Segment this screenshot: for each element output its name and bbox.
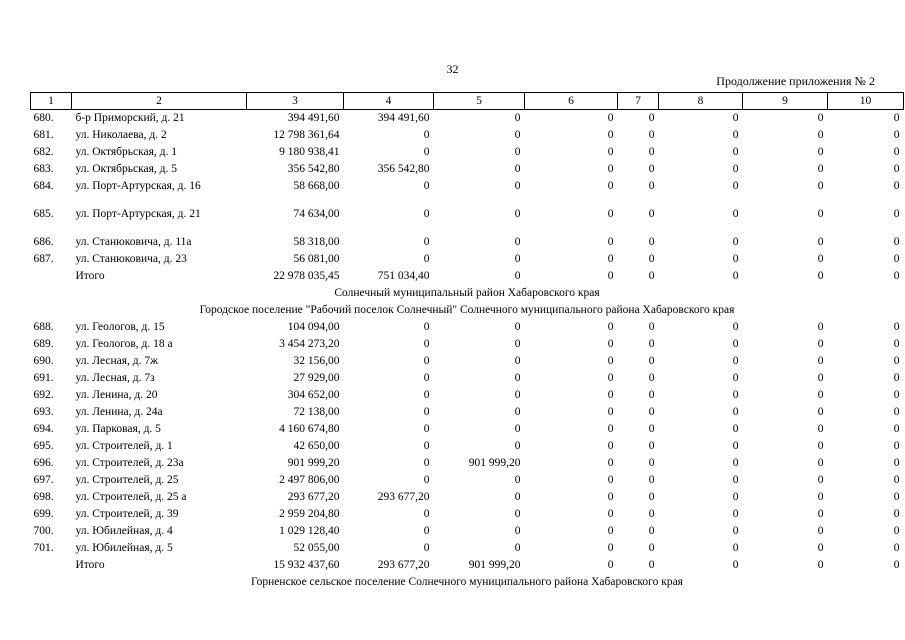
value-cell: 0 (423, 129, 430, 141)
address-cell: ул. Парковая, д. 5 (75, 423, 161, 435)
value-cell: 0 (732, 208, 739, 220)
value-cell: 0 (423, 180, 430, 192)
value-cell: 0 (648, 542, 655, 554)
value-cell: 0 (514, 321, 521, 333)
value-cell: 0 (514, 474, 521, 486)
value-cell: 0 (817, 270, 824, 282)
value-cell: 0 (607, 180, 614, 192)
table-row (31, 406, 904, 423)
table-row (31, 440, 904, 457)
value-cell: 0 (732, 180, 739, 192)
value-cell: 0 (423, 372, 430, 384)
budget-table (30, 92, 904, 593)
value-cell: 0 (514, 270, 521, 282)
value-cell: 0 (607, 525, 614, 537)
value-cell: 0 (732, 423, 739, 435)
value-cell: 0 (732, 508, 739, 520)
value-cell: 0 (893, 180, 900, 192)
value-cell: 0 (514, 146, 521, 158)
value-cell: 0 (817, 180, 824, 192)
value-cell: 0 (732, 457, 739, 469)
value-cell: 0 (893, 508, 900, 520)
section-heading-row (31, 287, 904, 304)
row-number: 696. (33, 457, 54, 469)
value-cell: 58 318,00 (293, 236, 340, 248)
value-cell: 0 (514, 180, 521, 192)
address-cell: ул. Станюковича, д. 11а (75, 236, 192, 248)
value-cell: 0 (514, 406, 521, 418)
row-number: 686. (33, 236, 54, 248)
column-header: 1 (31, 93, 72, 110)
value-cell: 0 (817, 440, 824, 452)
value-cell: 3 454 273,20 (279, 338, 340, 350)
value-cell: 293 677,20 (287, 491, 340, 503)
row-number (31, 270, 72, 287)
value-cell: 0 (817, 236, 824, 248)
table-row (31, 423, 904, 440)
value-cell: 0 (607, 338, 614, 350)
value-cell: 0 (423, 440, 430, 452)
value-cell: 52 055,00 (293, 542, 340, 554)
value-cell: 0 (423, 474, 430, 486)
row-number: 684. (33, 180, 54, 192)
value-cell: 2 959 204,80 (279, 508, 340, 520)
value-cell: 0 (648, 457, 655, 469)
value-cell: 0 (817, 253, 824, 265)
value-cell: 0 (423, 542, 430, 554)
value-cell: 0 (607, 491, 614, 503)
row-number: 693. (33, 406, 54, 418)
table-row (31, 389, 904, 406)
column-header: 4 (344, 93, 434, 110)
value-cell: 9 180 938,41 (279, 146, 340, 158)
value-cell: 0 (648, 525, 655, 537)
address-cell: ул. Станюковича, д. 23 (75, 253, 187, 265)
section-heading-row (31, 304, 904, 321)
total-row (31, 559, 904, 576)
value-cell: 0 (607, 146, 614, 158)
value-cell: 0 (514, 389, 521, 401)
value-cell: 0 (648, 423, 655, 435)
value-cell: 0 (648, 129, 655, 141)
value-cell: 0 (514, 163, 521, 175)
value-cell: 0 (817, 129, 824, 141)
value-cell: 0 (817, 355, 824, 367)
value-cell: 0 (732, 389, 739, 401)
address-cell: ул. Строителей, д. 1 (75, 440, 173, 452)
value-cell: 0 (514, 491, 521, 503)
value-cell: 0 (607, 559, 614, 571)
row-number: 681. (33, 129, 54, 141)
value-cell: 0 (817, 559, 824, 571)
value-cell: 0 (817, 474, 824, 486)
column-header: 7 (618, 93, 659, 110)
value-cell: 0 (817, 372, 824, 384)
value-cell: 0 (648, 508, 655, 520)
table-row (31, 321, 904, 338)
table-row (31, 457, 904, 474)
value-cell: 0 (607, 208, 614, 220)
table-row (31, 253, 904, 270)
value-cell: 0 (893, 440, 900, 452)
value-cell: 0 (648, 338, 655, 350)
address-cell: ул. Юбилейная, д. 4 (75, 525, 173, 537)
value-cell: 0 (514, 236, 521, 248)
value-cell: 0 (607, 440, 614, 452)
value-cell: 0 (732, 525, 739, 537)
value-cell: 293 677,20 (377, 559, 430, 571)
value-cell: 0 (732, 338, 739, 350)
value-cell: 0 (893, 321, 900, 333)
address-cell: ул. Геологов, д. 18 а (75, 338, 173, 350)
value-cell: 0 (514, 372, 521, 384)
value-cell: 0 (893, 129, 900, 141)
value-cell: 0 (732, 406, 739, 418)
value-cell: 0 (648, 208, 655, 220)
value-cell: 0 (514, 338, 521, 350)
value-cell: 0 (423, 508, 430, 520)
value-cell: 0 (423, 321, 430, 333)
row-number: 691. (33, 372, 54, 384)
table-row (31, 338, 904, 355)
value-cell: 356 542,80 (287, 163, 340, 175)
table-row (31, 372, 904, 389)
value-cell: 58 668,00 (293, 180, 340, 192)
value-cell: 0 (732, 321, 739, 333)
value-cell: 0 (893, 491, 900, 503)
value-cell: 0 (893, 423, 900, 435)
row-number: 692. (33, 389, 54, 401)
value-cell: 0 (423, 208, 430, 220)
value-cell: 56 081,00 (293, 253, 340, 265)
value-cell: 4 160 674,80 (279, 423, 340, 435)
value-cell: 0 (817, 338, 824, 350)
value-cell: 0 (607, 423, 614, 435)
address-cell: ул. Октябрьская, д. 5 (75, 163, 177, 175)
row-number: 698. (33, 491, 54, 503)
value-cell: 0 (514, 253, 521, 265)
value-cell: 0 (817, 112, 824, 124)
address-cell: ул. Ленина, д. 20 (75, 389, 158, 401)
value-cell: 0 (893, 208, 900, 220)
value-cell: 293 677,20 (377, 491, 430, 503)
address-cell: ул. Строителей, д. 25 (75, 474, 179, 486)
value-cell: 0 (732, 270, 739, 282)
value-cell: 0 (648, 355, 655, 367)
value-cell: 0 (648, 163, 655, 175)
table-row (31, 508, 904, 525)
total-row (31, 270, 904, 287)
row-number: 685. (33, 208, 54, 220)
value-cell: 0 (514, 129, 521, 141)
row-number: 699. (33, 508, 54, 520)
address-cell: ул. Строителей, д. 23а (75, 457, 184, 469)
value-cell: 0 (607, 129, 614, 141)
address-cell: б-р Приморский, д. 21 (75, 112, 185, 124)
value-cell: 0 (817, 146, 824, 158)
value-cell: 901 999,20 (468, 559, 521, 571)
value-cell: 0 (732, 236, 739, 248)
table-row (31, 491, 904, 508)
row-number: 697. (33, 474, 54, 486)
value-cell: 394 491,60 (377, 112, 430, 124)
value-cell: 0 (817, 208, 824, 220)
value-cell: 0 (648, 146, 655, 158)
page-number: 32 (446, 62, 459, 76)
value-cell: 0 (648, 112, 655, 124)
value-cell: 1 029 128,40 (279, 525, 340, 537)
value-cell: 0 (817, 508, 824, 520)
value-cell: 0 (514, 542, 521, 554)
value-cell: 901 999,20 (468, 457, 521, 469)
table-row (31, 129, 904, 146)
value-cell: 0 (817, 406, 824, 418)
row-number: 700. (33, 525, 54, 537)
value-cell: 751 034,40 (377, 270, 430, 282)
table-row (31, 236, 904, 253)
section-heading: Горненское сельское поселение Солнечного муниципального района Хабаровского края (251, 576, 683, 588)
value-cell: 0 (732, 129, 739, 141)
value-cell: 304 652,00 (287, 389, 340, 401)
value-cell: 0 (514, 423, 521, 435)
header-row (31, 93, 904, 110)
value-cell: 0 (607, 372, 614, 384)
value-cell: 0 (423, 253, 430, 265)
value-cell: 0 (893, 406, 900, 418)
table-row (31, 110, 904, 130)
value-cell: 0 (817, 163, 824, 175)
value-cell: 0 (423, 236, 430, 248)
value-cell: 0 (423, 146, 430, 158)
value-cell: 0 (817, 525, 824, 537)
value-cell: 0 (817, 542, 824, 554)
value-cell: 0 (817, 321, 824, 333)
column-header: 5 (434, 93, 525, 110)
row-number (31, 559, 72, 576)
value-cell: 0 (893, 372, 900, 384)
value-cell: 0 (648, 270, 655, 282)
value-cell: 0 (732, 112, 739, 124)
value-cell: 0 (648, 491, 655, 503)
value-cell: 32 156,00 (293, 355, 340, 367)
value-cell: 72 138,00 (293, 406, 340, 418)
table-row (31, 542, 904, 559)
column-header: 10 (828, 93, 904, 110)
value-cell: 0 (607, 321, 614, 333)
value-cell: 0 (732, 355, 739, 367)
value-cell: 0 (732, 542, 739, 554)
value-cell: 22 978 035,45 (273, 270, 340, 282)
value-cell: 0 (817, 491, 824, 503)
value-cell: 2 497 806,00 (279, 474, 340, 486)
table-row (31, 146, 904, 163)
value-cell: 15 932 437,60 (273, 559, 340, 571)
value-cell: 0 (423, 423, 430, 435)
value-cell: 0 (607, 508, 614, 520)
table-body (31, 110, 904, 594)
value-cell: 394 491,60 (287, 112, 340, 124)
value-cell: 356 542,80 (377, 163, 430, 175)
section-heading-row (31, 576, 904, 593)
value-cell: 0 (648, 236, 655, 248)
value-cell: 0 (732, 440, 739, 452)
value-cell: 0 (732, 474, 739, 486)
address-cell: Итого (75, 270, 105, 282)
value-cell: 0 (423, 525, 430, 537)
value-cell: 104 094,00 (287, 321, 340, 333)
value-cell: 0 (893, 146, 900, 158)
row-number: 690. (33, 355, 54, 367)
value-cell: 0 (648, 321, 655, 333)
table-row (31, 525, 904, 542)
value-cell: 0 (514, 440, 521, 452)
value-cell: 0 (607, 542, 614, 554)
table-row (31, 163, 904, 180)
address-cell: ул. Строителей, д. 25 а (75, 491, 187, 503)
value-cell: 0 (607, 253, 614, 265)
row-number: 694. (33, 423, 54, 435)
value-cell: 0 (893, 474, 900, 486)
value-cell: 0 (423, 355, 430, 367)
value-cell: 0 (607, 112, 614, 124)
table-row (31, 355, 904, 372)
value-cell: 0 (648, 389, 655, 401)
address-cell: ул. Геологов, д. 15 (75, 321, 165, 333)
value-cell: 0 (648, 372, 655, 384)
value-cell: 0 (732, 146, 739, 158)
row-number: 701. (33, 542, 54, 554)
value-cell: 0 (893, 270, 900, 282)
value-cell: 12 798 361,64 (273, 129, 340, 141)
section-heading: Городское поселение "Рабочий поселок Солнечный" Солнечного муниципального района Хабаровского края (199, 304, 735, 316)
value-cell: 0 (732, 372, 739, 384)
row-number: 689. (33, 338, 54, 350)
continuation-label: Продолжение приложения № 2 (716, 74, 875, 88)
address-cell: ул. Октябрьская, д. 1 (75, 146, 177, 158)
row-number: 695. (33, 440, 54, 452)
address-cell: ул. Строителей, д. 39 (75, 508, 179, 520)
value-cell: 0 (893, 457, 900, 469)
value-cell: 0 (732, 253, 739, 265)
value-cell: 0 (514, 508, 521, 520)
value-cell: 0 (893, 355, 900, 367)
row-number: 682. (33, 146, 54, 158)
value-cell: 0 (648, 180, 655, 192)
value-cell: 0 (817, 423, 824, 435)
address-cell: ул. Порт-Артурская, д. 16 (75, 180, 201, 192)
value-cell: 0 (732, 559, 739, 571)
value-cell: 0 (648, 253, 655, 265)
value-cell: 0 (514, 208, 521, 220)
column-header: 9 (743, 93, 828, 110)
value-cell: 0 (514, 355, 521, 367)
address-cell: ул. Порт-Артурская, д. 21 (75, 208, 201, 220)
address-cell: ул. Лесная, д. 7ж (75, 355, 159, 367)
value-cell: 0 (893, 389, 900, 401)
row-number: 688. (33, 321, 54, 333)
value-cell: 0 (423, 338, 430, 350)
row-number: 680. (33, 112, 54, 124)
column-header: 3 (247, 93, 344, 110)
column-header: 6 (525, 93, 618, 110)
value-cell: 0 (732, 163, 739, 175)
value-cell: 0 (893, 525, 900, 537)
value-cell: 0 (893, 163, 900, 175)
address-cell: ул. Ленина, д. 24а (75, 406, 163, 418)
value-cell: 0 (423, 457, 430, 469)
value-cell: 0 (893, 559, 900, 571)
table-row (31, 474, 904, 491)
address-cell: Итого (75, 559, 105, 571)
table-row (31, 208, 904, 236)
value-cell: 0 (893, 253, 900, 265)
value-cell: 0 (893, 112, 900, 124)
value-cell: 42 650,00 (293, 440, 340, 452)
value-cell: 0 (893, 236, 900, 248)
value-cell: 74 634,00 (293, 208, 340, 220)
table-row (31, 180, 904, 208)
value-cell: 27 929,00 (293, 372, 340, 384)
value-cell: 0 (648, 559, 655, 571)
value-cell: 0 (514, 525, 521, 537)
value-cell: 0 (607, 406, 614, 418)
value-cell: 0 (607, 355, 614, 367)
value-cell: 0 (607, 457, 614, 469)
value-cell: 0 (607, 270, 614, 282)
value-cell: 0 (648, 440, 655, 452)
address-cell: ул. Юбилейная, д. 5 (75, 542, 173, 554)
column-header: 2 (72, 93, 247, 110)
value-cell: 0 (648, 474, 655, 486)
value-cell: 0 (514, 112, 521, 124)
value-cell: 0 (607, 236, 614, 248)
value-cell: 0 (423, 389, 430, 401)
value-cell: 0 (607, 389, 614, 401)
column-header: 8 (659, 93, 743, 110)
value-cell: 0 (817, 389, 824, 401)
value-cell: 0 (648, 406, 655, 418)
value-cell: 0 (607, 163, 614, 175)
section-heading: Солнечный муниципальный район Хабаровского края (334, 287, 600, 299)
value-cell: 0 (893, 338, 900, 350)
value-cell: 0 (423, 406, 430, 418)
row-number: 687. (33, 253, 54, 265)
value-cell: 0 (732, 491, 739, 503)
address-cell: ул. Николаева, д. 2 (75, 129, 167, 141)
row-number: 683. (33, 163, 54, 175)
address-cell: ул. Лесная, д. 7з (75, 372, 155, 384)
value-cell: 0 (893, 542, 900, 554)
value-cell: 901 999,20 (287, 457, 340, 469)
value-cell: 0 (607, 474, 614, 486)
value-cell: 0 (817, 457, 824, 469)
